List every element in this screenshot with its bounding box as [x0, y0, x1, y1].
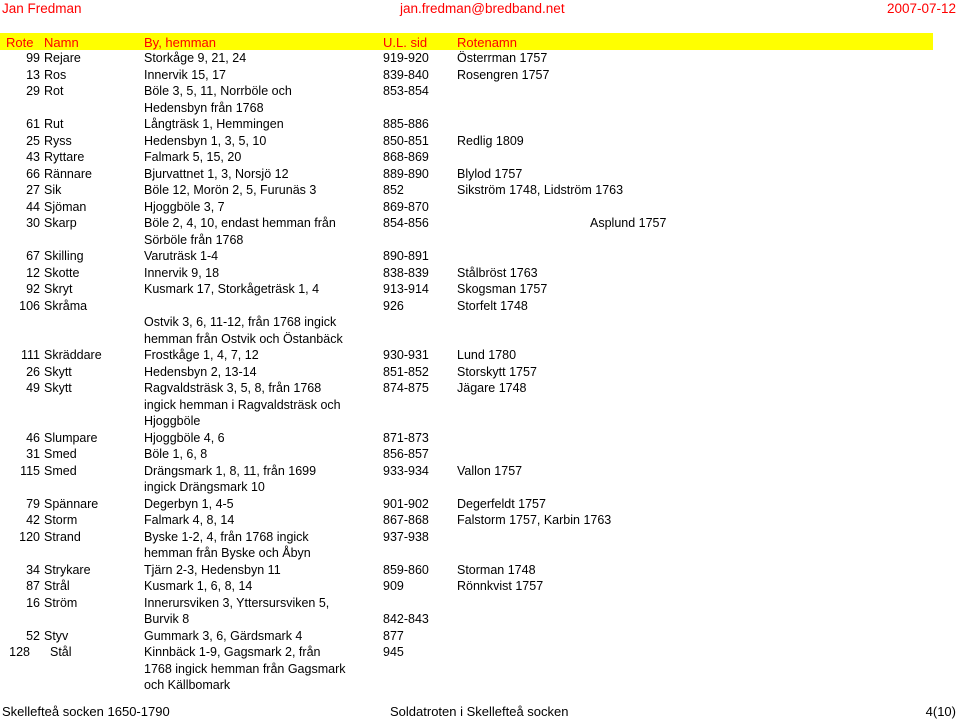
by-hemman-cell	[144, 83, 292, 116]
by-hemman-cell	[144, 347, 259, 364]
table-row	[0, 380, 960, 430]
by-hemman-line: Hjoggböle 3, 7	[144, 199, 225, 214]
by-hemman-cell	[144, 149, 241, 166]
ul-sid: 919-920	[383, 51, 429, 65]
rote-number: 27	[26, 183, 40, 197]
by-hemman-line: Innervik 15, 17	[144, 67, 226, 82]
rote-number: 99	[26, 51, 40, 65]
rote-number: 52	[26, 628, 40, 643]
ul-sid: 913-914	[383, 282, 429, 296]
rote-name: Styv	[44, 628, 69, 643]
rote-number: 67	[26, 249, 40, 263]
table-row	[0, 463, 960, 496]
rote-number: 87	[26, 579, 40, 593]
ul-sid: 926	[383, 298, 404, 313]
table-row	[0, 133, 960, 150]
by-hemman-line: Sörböle från 1768	[144, 232, 244, 247]
by-hemman-cell	[144, 463, 316, 496]
rotenamn: Stålbröst 1763	[457, 265, 538, 280]
rote-number: 31	[26, 447, 40, 461]
by-hemman-line: Hedensbyn 2, 13-14	[144, 364, 257, 379]
by-hemman-line: ingick Drängsmark 10	[144, 480, 265, 494]
footer-left: Skellefteå socken 1650-1790	[2, 704, 170, 719]
rote-number: 79	[26, 496, 40, 511]
by-hemman-line: Böle 1, 6, 8	[144, 447, 208, 461]
roll-table	[0, 50, 960, 694]
rote-number: 106	[19, 298, 40, 313]
by-hemman-cell	[144, 644, 345, 694]
table-row	[0, 496, 960, 513]
header-email: jan.fredman@bredband.net	[400, 1, 565, 16]
by-hemman-line: Ostvik 3, 6, 11-12, från 1768 ingick	[144, 315, 337, 329]
table-row	[0, 149, 960, 166]
table-row	[0, 83, 960, 116]
table-row	[0, 562, 960, 579]
rotenamn: Sikström 1748, Lidström 1763	[457, 183, 624, 197]
rotenamn: Storskytt 1757	[457, 364, 537, 379]
rote-name: Skryt	[44, 282, 73, 296]
by-hemman-cell	[144, 529, 311, 562]
rotenamn: Blylod 1757	[457, 166, 523, 181]
rote-name: Skilling	[44, 249, 84, 263]
rotenamn: Redlig 1809	[457, 133, 524, 148]
rotenamn: Asplund 1757	[590, 216, 667, 230]
by-hemman-cell	[144, 578, 252, 595]
by-hemman-line: ingick hemman i Ragvaldsträsk och	[144, 397, 341, 412]
rote-name: Skytt	[44, 364, 72, 379]
rote-name: Rot	[44, 84, 64, 98]
by-hemman-cell	[144, 133, 266, 150]
by-hemman-line: Hedensbyn 1, 3, 5, 10	[144, 133, 267, 148]
rote-number: 66	[26, 166, 40, 181]
ul-sid: 850-851	[383, 133, 429, 148]
rote-name: Ryss	[44, 133, 72, 148]
by-hemman-line: Frostkåge 1, 4, 7, 12	[144, 348, 259, 362]
by-hemman-line: Falmark 4, 8, 14	[144, 513, 235, 527]
by-hemman-line: Drängsmark 1, 8, 11, från 1699	[144, 463, 317, 478]
by-hemman-cell	[144, 628, 302, 645]
by-hemman-cell	[144, 248, 218, 265]
by-hemman-cell	[144, 446, 207, 463]
rote-name: Sik	[44, 183, 62, 197]
by-hemman-line: Innerursviken 3, Yttersursviken 5,	[144, 595, 330, 610]
table-row	[0, 265, 960, 282]
rote-name: Ros	[44, 67, 67, 82]
header-date: 2007-07-12	[886, 1, 956, 16]
by-hemman-cell	[144, 496, 234, 513]
rote-name: Slumpare	[44, 430, 98, 445]
by-hemman-cell	[144, 512, 234, 529]
footer-page: 4(10)	[925, 704, 956, 719]
by-hemman-cell	[144, 166, 289, 183]
ul-sid: 885-886	[383, 117, 429, 131]
table-row	[0, 628, 960, 645]
by-hemman-line: Burvik 8	[144, 612, 190, 626]
table-row	[0, 430, 960, 447]
rote-name: Strål	[44, 579, 70, 593]
rote-number: 120	[19, 529, 40, 544]
table-row	[0, 182, 960, 199]
rotenamn: Vallon 1757	[457, 463, 523, 478]
rote-name: Sjöman	[44, 199, 87, 214]
by-hemman-cell	[144, 50, 246, 67]
ul-sid: 853-854	[383, 84, 429, 98]
rote-name: Ström	[44, 595, 78, 610]
ul-sid: 851-852	[383, 364, 429, 379]
by-hemman-line: och Källbomark	[144, 678, 231, 692]
rote-name: Strand	[44, 529, 81, 544]
ul-sid: 933-934	[383, 463, 429, 478]
table-row	[0, 298, 960, 348]
by-hemman-cell	[144, 298, 343, 348]
by-hemman-cell	[144, 364, 257, 381]
rotenamn: Storfelt 1748	[457, 298, 528, 313]
by-hemman-line: hemman från Byske och Åbyn	[144, 546, 311, 560]
ul-sid: 856-857	[383, 447, 429, 461]
table-row	[0, 347, 960, 364]
by-hemman-cell	[144, 116, 284, 133]
table-row	[0, 578, 960, 595]
rote-number: 13	[26, 67, 40, 82]
page-header	[0, 0, 960, 18]
by-hemman-line: Kusmark 1, 6, 8, 14	[144, 579, 253, 593]
table-row	[0, 116, 960, 133]
by-hemman-line: Hedensbyn från 1768	[144, 100, 264, 115]
ul-sid: 930-931	[383, 348, 429, 362]
rote-name: Skytt	[44, 381, 72, 395]
rote-number: 115	[20, 463, 40, 478]
ul-sid: 867-868	[383, 513, 429, 527]
rote-name: Smed	[44, 463, 77, 478]
by-hemman-line: hemman från Ostvik och Östanbäck	[144, 331, 343, 346]
rote-name: Storm	[44, 513, 78, 527]
table-row	[0, 281, 960, 298]
table-row	[0, 50, 960, 67]
table-row	[0, 529, 960, 562]
rotenamn: Degerfeldt 1757	[457, 496, 546, 511]
rotenamn: Österrman 1757	[457, 51, 548, 65]
by-hemman-line: Böle 2, 4, 10, endast hemman från	[144, 216, 336, 230]
by-hemman-line: Innervik 9, 18	[144, 265, 220, 280]
rote-number: 30	[26, 216, 40, 230]
rote-number: 43	[26, 150, 40, 164]
table-row	[0, 248, 960, 265]
by-hemman-line: Storkåge 9, 21, 24	[144, 51, 247, 65]
by-hemman-line: Falmark 5, 15, 20	[144, 150, 242, 164]
rotenamn: Storman 1748	[457, 562, 536, 577]
ul-sid: 901-902	[383, 496, 429, 511]
ul-sid: 854-856	[383, 216, 429, 230]
by-hemman-cell	[144, 265, 219, 282]
by-hemman-cell	[144, 199, 225, 216]
by-hemman-line: Kinnbäck 1-9, Gagsmark 2, från	[144, 645, 321, 659]
column-header-row	[0, 33, 933, 50]
col-rotenamn: Rotenamn	[457, 35, 517, 50]
rote-number: 92	[26, 282, 40, 296]
rote-number: 29	[26, 84, 40, 98]
rote-number: 42	[26, 513, 40, 527]
table-row	[0, 67, 960, 84]
rote-name: Rut	[44, 117, 64, 131]
col-rote: Rote	[6, 35, 34, 50]
rote-name: Smed	[44, 447, 77, 461]
rote-name: Ryttare	[44, 150, 85, 164]
table-row	[0, 644, 960, 694]
footer-center: Soldatroten i Skellefteå socken	[390, 704, 569, 719]
rotenamn: Jägare 1748	[457, 381, 527, 395]
rotenamn: Skogsman 1757	[457, 282, 548, 296]
rote-name: Rejare	[44, 51, 81, 65]
rote-number: 46	[26, 430, 40, 445]
rote-number: 111	[20, 348, 40, 362]
ul-sid: 838-839	[383, 265, 429, 280]
by-hemman-line: Böle 3, 5, 11, Norrböle och	[144, 84, 292, 98]
ul-sid: 839-840	[383, 67, 429, 82]
ul-sid: 871-873	[383, 430, 429, 445]
table-row	[0, 446, 960, 463]
ul-sid: 877	[383, 628, 404, 643]
rotenamn: Falstorm 1757, Karbin 1763	[457, 513, 612, 527]
rote-name: Stål	[50, 645, 72, 659]
by-hemman-line: Ragvaldsträsk 3, 5, 8, från 1768	[144, 381, 322, 395]
by-hemman-line: Varuträsk 1-4	[144, 249, 219, 263]
rote-number: 25	[26, 133, 40, 148]
rotenamn: Rosengren 1757	[457, 67, 550, 82]
by-hemman-line: Tjärn 2-3, Hedensbyn 11	[144, 562, 281, 577]
ul-sid: 874-875	[383, 381, 429, 395]
by-hemman-cell	[144, 430, 225, 447]
by-hemman-line: 1768 ingick hemman från Gagsmark	[144, 661, 346, 676]
rote-number: 16	[26, 595, 40, 610]
ul-sid: 842-843	[383, 612, 429, 626]
rote-number: 34	[26, 562, 40, 577]
rote-number: 61	[26, 117, 40, 131]
by-hemman-line: Gummark 3, 6, Gärdsmark 4	[144, 628, 303, 643]
by-hemman-cell	[144, 215, 336, 248]
by-hemman-line: Hjoggböle	[144, 414, 201, 428]
rote-name: Rännare	[44, 166, 92, 181]
rote-name: Strykare	[44, 562, 91, 577]
ul-sid: 869-870	[383, 199, 429, 214]
ul-sid: 937-938	[383, 529, 429, 544]
ul-sid: 890-891	[383, 249, 429, 263]
rote-number: 12	[26, 265, 40, 280]
by-hemman-line: Böle 12, Morön 2, 5, Furunäs 3	[144, 183, 317, 197]
by-hemman-cell	[144, 182, 316, 199]
ul-sid: 889-890	[383, 166, 429, 181]
header-author: Jan Fredman	[2, 1, 82, 16]
page-footer	[0, 704, 960, 721]
col-ul-sid: U.L. sid	[383, 35, 428, 50]
ul-sid: 868-869	[383, 150, 429, 164]
by-hemman-line: Byske 1-2, 4, från 1768 ingick	[144, 529, 309, 544]
ul-sid: 852	[383, 183, 404, 197]
by-hemman-cell	[144, 562, 281, 579]
rote-number: 44	[26, 199, 40, 214]
by-hemman-line: Kusmark 17, Storkågeträsk 1, 4	[144, 282, 320, 296]
by-hemman-cell	[144, 380, 341, 430]
table-row	[0, 199, 960, 216]
by-hemman-line: Degerbyn 1, 4-5	[144, 496, 234, 511]
ul-sid: 945	[383, 645, 404, 659]
table-row	[0, 215, 960, 248]
by-hemman-line: Bjurvattnet 1, 3, Norsjö 12	[144, 166, 289, 181]
rotenamn: Lund 1780	[457, 348, 517, 362]
rote-number: 128	[9, 645, 30, 659]
col-namn: Namn	[44, 35, 79, 50]
by-hemman-line: Långträsk 1, Hemmingen	[144, 117, 284, 131]
table-row	[0, 364, 960, 381]
col-by-hemman: By, hemman	[144, 35, 217, 50]
table-row	[0, 166, 960, 183]
rote-number: 26	[26, 364, 40, 379]
rote-name: Skotte	[44, 265, 80, 280]
table-row	[0, 512, 960, 529]
rote-name: Spännare	[44, 496, 99, 511]
by-hemman-cell	[144, 281, 319, 298]
by-hemman-line	[144, 298, 343, 315]
ul-sid: 859-860	[383, 562, 429, 577]
rote-name: Skråma	[44, 298, 88, 313]
rote-name: Skräddare	[44, 348, 102, 362]
by-hemman-cell	[144, 595, 329, 628]
rotenamn: Rönnkvist 1757	[457, 579, 544, 593]
by-hemman-line: Hjoggböle 4, 6	[144, 430, 225, 445]
rote-name: Skarp	[44, 216, 77, 230]
ul-sid: 909	[383, 579, 404, 593]
table-row	[0, 595, 960, 628]
by-hemman-cell	[144, 67, 226, 84]
rote-number: 49	[26, 381, 40, 395]
